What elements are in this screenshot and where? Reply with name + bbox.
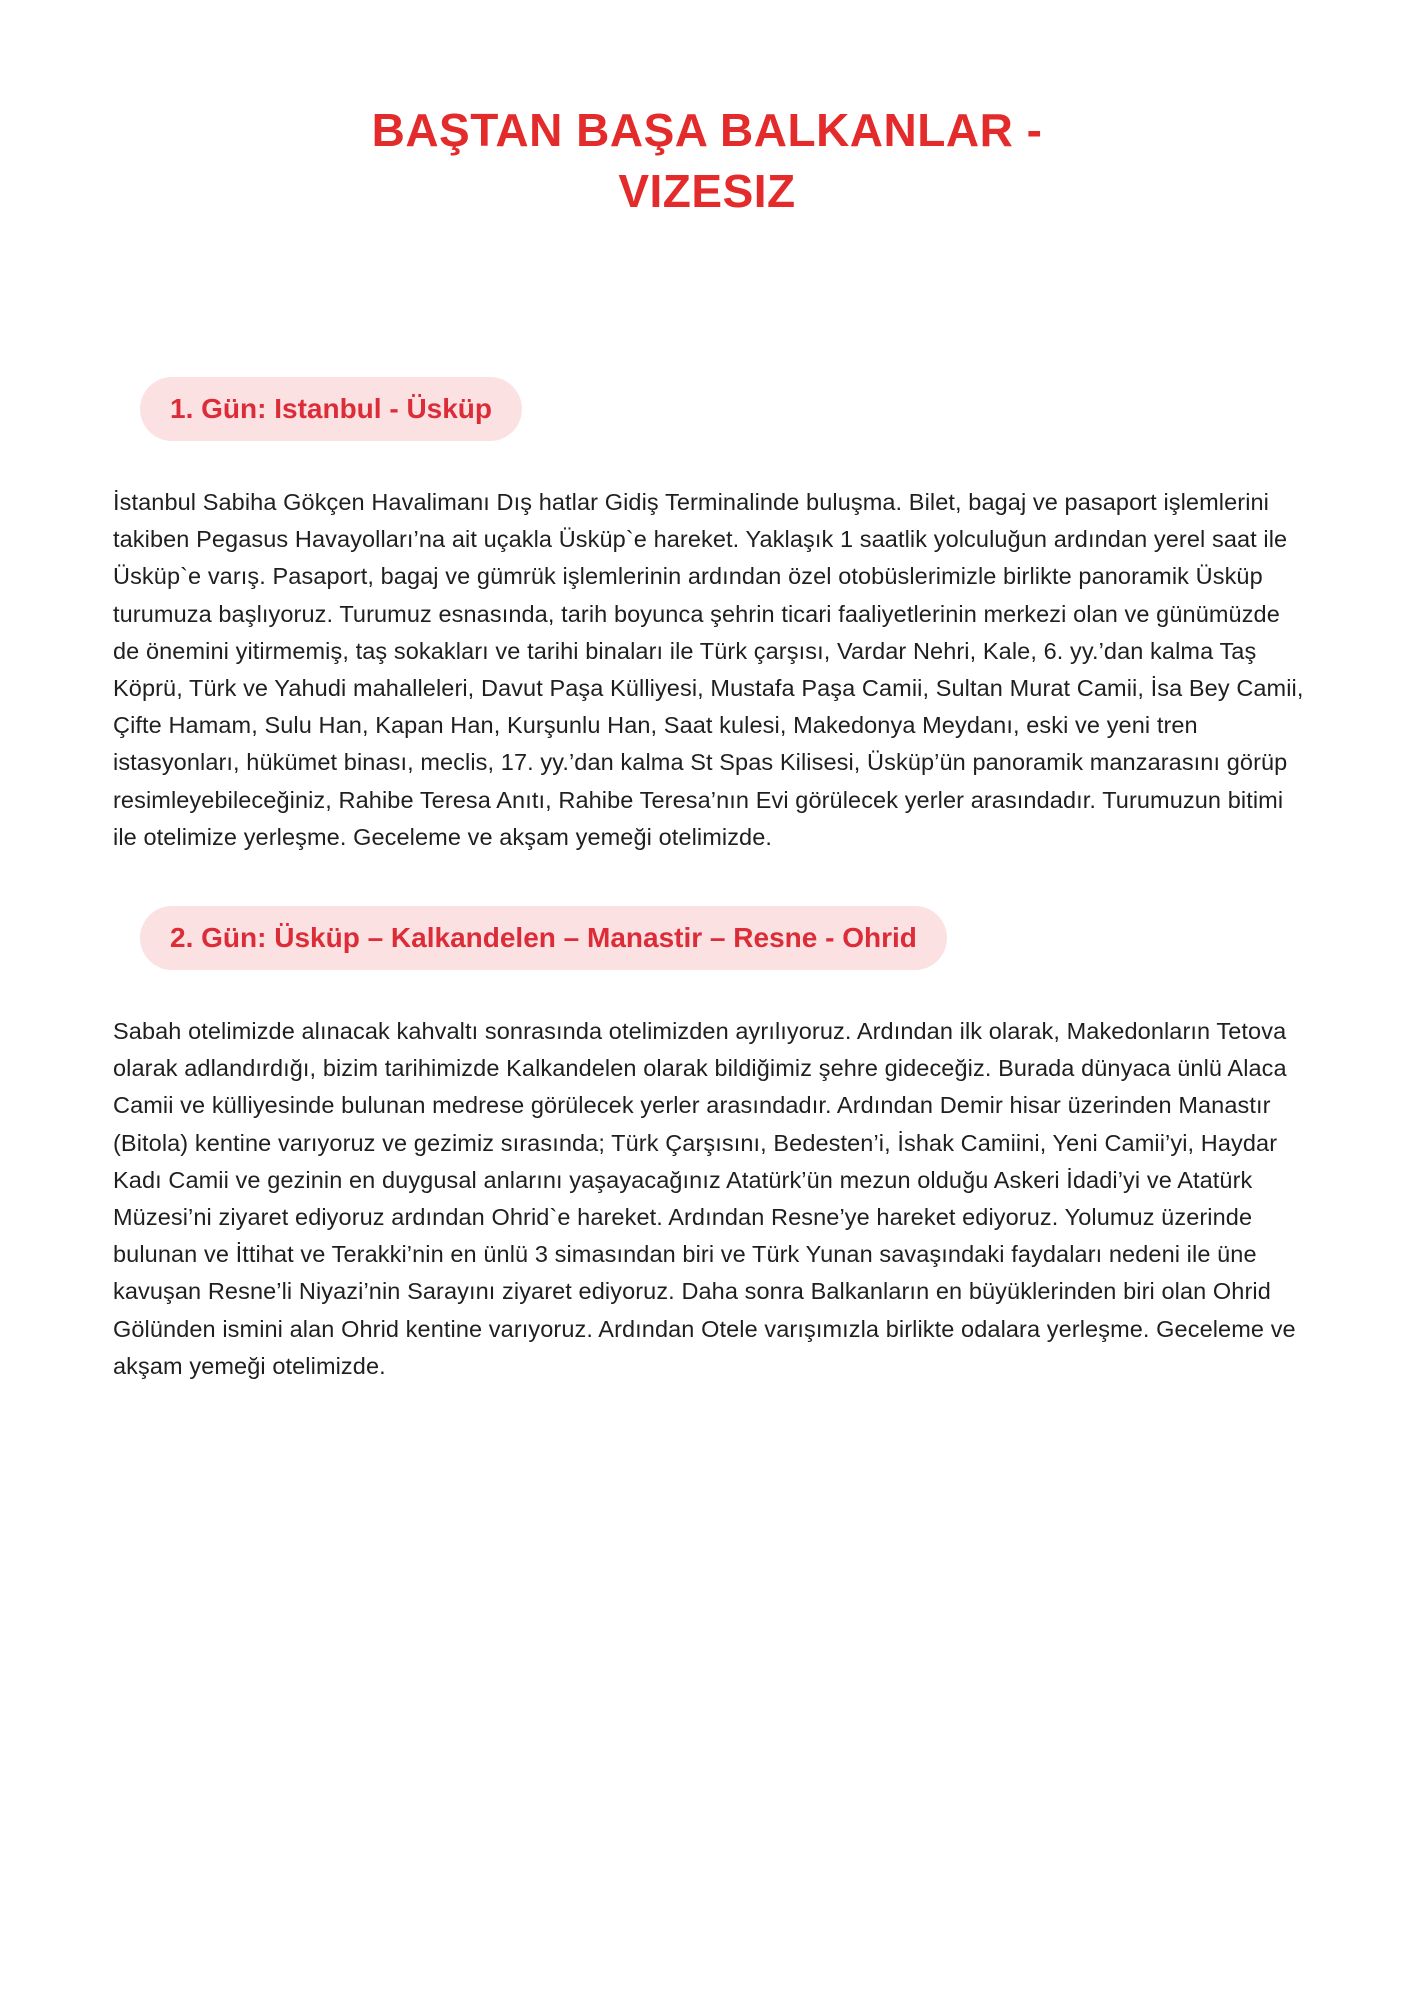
- itinerary-content: [113, 377, 1305, 1385]
- page-title-line-1: BAŞTAN BAŞA BALKANLAR -: [371, 104, 1043, 156]
- day-2-badge: 2. Gün: Üsküp – Kalkandelen – Manastir – Resne - Ohrid: [140, 906, 947, 970]
- day-2-badge-row: [113, 906, 1305, 970]
- day-1-description: İstanbul Sabiha Gökçen Havalimanı Dış hatlar Gidiş Terminalinde buluşma. Bilet, bagaj ve pasaport işlemlerini takiben Pegasus Havayolları’na ait uçakla Üsküp`e hareket. Yaklaşık 1 saatlik yolculuğun ardından yerel saat ile Üsküp`e varış. Pasaport, bagaj ve gümrük işlemlerinin ardından özel otobüslerimizle birlikte panoramik Üsküp turumuza başlıyoruz. Turumuz esnasında, tarih boyunca şehrin ticari faaliyetlerinin merkezi olan ve günümüzde de önemini yitirmemiş, taş sokakları ve tarihi binaları ile Türk çarşısı, Vardar Nehri, Kale, 6. yy.’dan kalma Taş Köprü, Türk ve Yahudi mahalleleri, Davut Paşa Külliyesi, Mustafa Paşa Camii, Sultan Murat Camii, İsa Bey Camii, Çifte Hamam, Sulu Han, Kapan Han, Kurşunlu Han, Saat kulesi, Makedonya Meydanı, eski ve yeni tren istasyonları, hükümet binası, meclis, 17. yy.’dan kalma St Spas Kilisesi, Üsküp’ün panoramik manzarasını görüp resimleyebileceğiniz, Rahibe Teresa Anıtı, Rahibe Teresa’nın Evi görülecek yerler arasındadır. Turumuzun bitimi ile otelimize yerleşme. Geceleme ve akşam yemeği otelimizde.: [113, 489, 1304, 850]
- page-title-line-2: VIZESIZ: [618, 165, 796, 217]
- day-2-description: Sabah otelimizde alınacak kahvaltı sonrasında otelimizden ayrılıyoruz. Ardından ilk olarak, Makedonların Tetova olarak adlandırdığı, bizim tarihimizde Kalkandelen olarak bildiğimiz şehre gideceğiz. Burada dünyaca ünlü Alaca Camii ve külliyesinde bulunan medrese görülecek yerler arasındadır. Ardından Demir hisar üzerinden Manastır (Bitola) kentine varıyoruz ve gezimiz sırasında; Türk Çarşısını, Bedesten’i, İshak Camiini, Yeni Camii’yi, Haydar Kadı Camii ve gezinin en duygusal anlarını yaşayacağınız Atatürk’ün mezun olduğu Askeri İdadi’yi ve Atatürk Müzesi’ni ziyaret ediyoruz ardından Ohrid`e hareket. Ardından Resne’ye hareket ediyoruz. Yolumuz üzerinde bulunan ve İttihat ve Terakki’nin en ünlü 3 simasından biri ve Türk Yunan savaşındaki faydaları nedeni ile üne kavuşan Resne’li Niyazi’nin Sarayını ziyaret ediyoruz. Daha sonra Balkanların en büyüklerinden biri olan Ohrid Gölünden ismini alan Ohrid kentine varıyoruz. Ardından Otele varışımızla birlikte odalara yerleşme. Geceleme ve akşam yemeği otelimizde.: [113, 1018, 1296, 1379]
- day-1-badge-row: [113, 377, 1305, 441]
- day-1-badge: 1. Gün: Istanbul - Üsküp: [140, 377, 522, 441]
- page-title: [0, 0, 1414, 222]
